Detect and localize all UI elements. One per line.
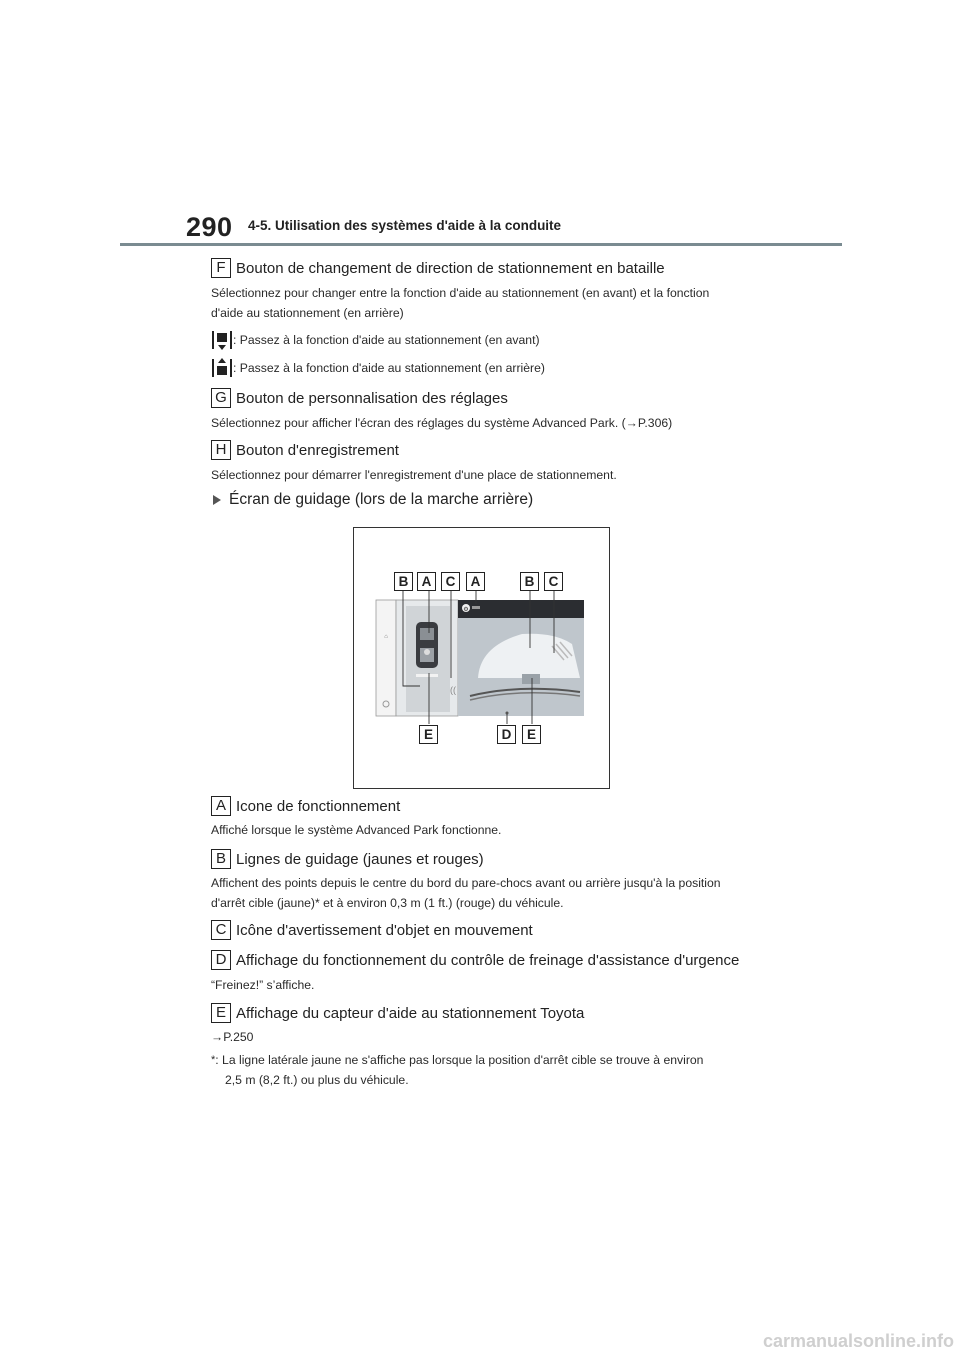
item-b-heading xyxy=(211,849,484,869)
subsection-title: Écran de guidage (lors de la marche arrière) xyxy=(229,491,534,508)
item-e-title: Affichage du capteur d'aide au stationnement Toyota xyxy=(236,1004,585,1022)
item-a-desc: Affiché lorsque le système Advanced Park fonctionne. xyxy=(211,823,502,837)
item-b-desc-line1: Affichent des points depuis le centre du bord du pare-chocs avant ou arrière jusqu'à la position xyxy=(211,876,721,890)
item-f-desc-line2: d'aide au stationnement (en arrière) xyxy=(211,306,404,320)
letter-badge-a: A xyxy=(211,796,231,816)
subsection-heading xyxy=(213,491,533,509)
callout-e-bottom-right: E xyxy=(522,725,541,744)
svg-text:⚙: ⚙ xyxy=(463,607,469,613)
letter-badge-b: B xyxy=(211,849,231,869)
callout-a-top-right: A xyxy=(466,572,485,591)
page-number: 290 xyxy=(186,212,233,242)
item-f-title: Bouton de changement de direction de stationnement en bataille xyxy=(236,259,665,277)
callout-c-top-right: C xyxy=(544,572,563,591)
callout-c-top-left: C xyxy=(441,572,460,591)
svg-text:((: (( xyxy=(450,685,456,695)
item-b-title: Lignes de guidage (jaunes et rouges) xyxy=(236,850,484,868)
item-a-title: Icone de fonctionnement xyxy=(236,797,401,815)
triangle-bullet-icon xyxy=(213,495,221,505)
footnote-line1: : La ligne latérale jaune ne s'affiche pas lorsque la position d'arrêt cible se trouve à environ xyxy=(215,1053,704,1067)
letter-badge-d: D xyxy=(211,950,231,970)
letter-badge-f: F xyxy=(211,258,231,278)
item-e-heading xyxy=(211,1003,584,1023)
item-b-desc xyxy=(211,873,721,913)
letter-badge-g: G xyxy=(211,388,231,408)
item-c-title: Icône d'avertissement d'objet en mouvement xyxy=(236,921,533,939)
item-f-icon-row-reverse xyxy=(211,357,545,379)
callout-e-bottom-left: E xyxy=(419,725,438,744)
item-g-heading xyxy=(211,388,508,408)
item-b-desc-line2: d'arrêt cible (jaune)* et à environ 0,3 m (1 ft.) (rouge) du véhicule. xyxy=(211,896,564,910)
item-g-title: Bouton de personnalisation des réglages xyxy=(236,389,508,407)
item-c-heading xyxy=(211,920,533,940)
callout-d-bottom: D xyxy=(497,725,516,744)
item-h-title: Bouton d'enregistrement xyxy=(236,441,399,459)
guidance-screen-figure xyxy=(353,527,610,789)
item-h-heading xyxy=(211,440,399,460)
item-a-heading xyxy=(211,796,400,816)
item-f-icon2-text: : Passez à la fonction d'aide au stationnement (en arrière) xyxy=(233,361,545,375)
item-h-desc: Sélectionnez pour démarrer l'enregistrement d'une place de stationnement. xyxy=(211,468,617,482)
item-f-icon-row-forward xyxy=(211,329,540,351)
item-e-desc: →P.250 xyxy=(211,1030,254,1044)
item-d-title: Affichage du fonctionnement du contrôle de freinage d'assistance d'urgence xyxy=(236,951,740,969)
item-f-desc-line1: Sélectionnez pour changer entre la fonction d'aide au stationnement (en avant) et la fonction xyxy=(211,286,710,300)
item-f-desc xyxy=(211,283,709,323)
watermark: carmanualsonline.info xyxy=(762,1331,954,1351)
footnote-line2: 2,5 m (8,2 ft.) ou plus du véhicule. xyxy=(225,1073,409,1087)
item-d-heading xyxy=(211,950,739,970)
svg-text:⌂: ⌂ xyxy=(384,634,388,640)
letter-badge-c: C xyxy=(211,920,231,940)
section-title: 4-5. Utilisation des systèmes d'aide à la conduite xyxy=(248,218,562,233)
letter-badge-e: E xyxy=(211,1003,231,1023)
item-g-desc: Sélectionnez pour afficher l'écran des réglages du système Advanced Park. (→P.306) xyxy=(211,416,673,430)
callout-b-top-left: B xyxy=(394,572,413,591)
item-f-icon1-text: : Passez à la fonction d'aide au stationnement (en avant) xyxy=(233,333,540,347)
footnote-mark: * xyxy=(211,1054,216,1066)
header-rule xyxy=(120,243,842,246)
guidance-screen-illustration xyxy=(354,528,609,788)
callout-a-top-left: A xyxy=(417,572,436,591)
item-d-desc: “Freinez!” s’affiche. xyxy=(211,978,315,992)
park-reverse-icon xyxy=(211,357,233,379)
park-forward-icon xyxy=(211,329,233,351)
item-f-heading xyxy=(211,258,665,278)
callout-b-top-right: B xyxy=(520,572,539,591)
letter-badge-h: H xyxy=(211,440,231,460)
footnote xyxy=(211,1050,771,1090)
